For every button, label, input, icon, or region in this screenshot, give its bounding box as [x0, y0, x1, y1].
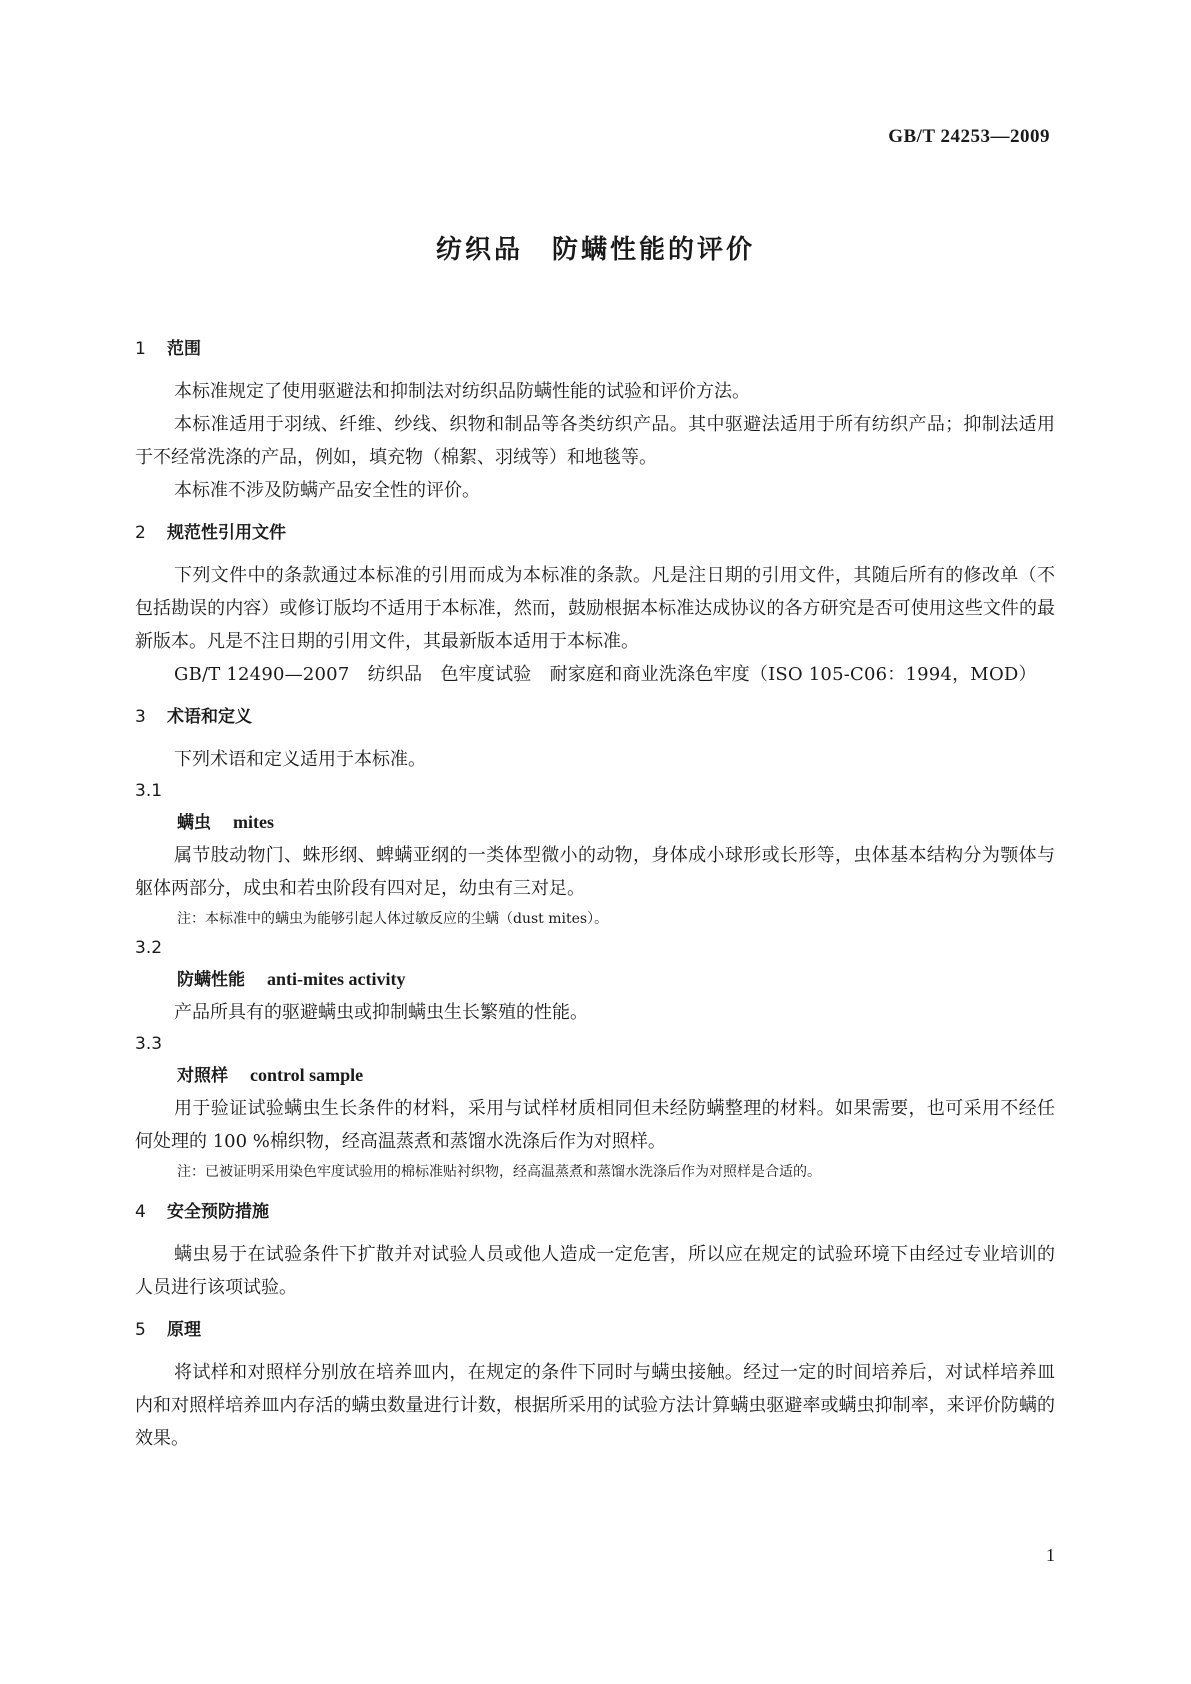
paragraph: 将试样和对照样分别放在培养皿内，在规定的条件下同时与螨虫接触。经过一定的时间培养后，对试样培养皿内和对照样培养皿内存活的螨虫数量进行计数，根据所采用的试验方法计算螨虫驱避率或螨虫抑制率，来评价防螨的效果。 — [135, 1362, 1055, 1449]
section-title: 术语和定义 — [167, 707, 252, 727]
clause-number: 3.2 — [135, 938, 163, 958]
term-name — [135, 806, 1055, 839]
section-title: 规范性引用文件 — [167, 523, 286, 543]
section-principle — [135, 1318, 1055, 1455]
term-entry — [135, 776, 1055, 933]
paragraph: 本标准不涉及防螨产品安全性的评价。 — [174, 480, 480, 501]
term-name — [135, 1059, 1055, 1092]
page-number: 1 — [1046, 1545, 1055, 1565]
section-heading — [135, 705, 1055, 729]
section-terms — [135, 705, 1055, 1186]
section-safety — [135, 1200, 1055, 1304]
section-title: 范围 — [167, 339, 201, 359]
term-chinese: 对照样 — [177, 1066, 228, 1086]
paragraph: 下列文件中的条款通过本标准的引用而成为本标准的条款。凡是注日期的引用文件，其随后所有的修改单（不包括勘误的内容）或修订版均不适用于本标准，然而，鼓励根据本标准达成协议的各方研究是否可使用这些文件的最新版本。凡是不注日期的引用文件，其最新版本适用于本标准。 — [135, 565, 1055, 652]
reference-entry: GB/T 12490—2007 纺织品 色牢度试验 耐家庭和商业洗涤色牢度（ISO 105-C06：1994，MOD） — [174, 664, 1037, 685]
section-heading — [135, 1200, 1055, 1224]
term-english: anti-mites activity — [267, 969, 406, 989]
section-number: 2 — [135, 523, 146, 543]
clause-number: 3.1 — [135, 781, 163, 801]
term-note: 注：已被证明采用染色牢度试验用的棉标准贴衬织物，经高温蒸煮和蒸馏水洗涤后作为对照样是合适的。 — [177, 1164, 821, 1180]
section-heading — [135, 521, 1055, 545]
paragraph: 螨虫易于在试验条件下扩散并对试验人员或他人造成一定危害，所以应在规定的试验环境下由经过专业培训的人员进行该项试验。 — [135, 1244, 1055, 1298]
clause-number: 3.3 — [135, 1034, 163, 1054]
term-definition: 产品所具有的驱避螨虫或抑制螨虫生长繁殖的性能。 — [174, 1002, 588, 1023]
term-english: mites — [233, 812, 274, 832]
paragraph: 下列术语和定义适用于本标准。 — [174, 749, 426, 770]
section-title: 原理 — [167, 1320, 201, 1340]
document-body — [135, 337, 1055, 1469]
term-definition: 用于验证试验螨虫生长条件的材料，采用与试样材质相同但未经防螨整理的材料。如果需要，也可采用不经任何处理的 100 %棉织物，经高温蒸煮和蒸馏水洗涤后作为对照样。 — [135, 1098, 1055, 1152]
term-entry — [135, 933, 1055, 1029]
section-number: 3 — [135, 707, 146, 727]
paragraph: 本标准适用于羽绒、纤维、纱线、织物和制品等各类纺织产品。其中驱避法适用于所有纺织产品；抑制法适用于不经常洗涤的产品，例如，填充物（棉絮、羽绒等）和地毯等。 — [135, 414, 1055, 468]
section-heading — [135, 1318, 1055, 1342]
term-chinese: 螨虫 — [177, 813, 211, 833]
section-number: 5 — [135, 1320, 146, 1340]
term-english: control sample — [250, 1065, 364, 1085]
term-name — [135, 963, 1055, 996]
section-title: 安全预防措施 — [167, 1202, 269, 1222]
section-number: 4 — [135, 1202, 146, 1222]
document-title: 纺织品 防螨性能的评价 — [435, 235, 755, 265]
term-entry — [135, 1029, 1055, 1186]
term-chinese: 防螨性能 — [177, 970, 245, 990]
section-number: 1 — [135, 339, 146, 359]
section-scope — [135, 337, 1055, 507]
section-references — [135, 521, 1055, 691]
paragraph: 本标准规定了使用驱避法和抑制法对纺织品防螨性能的试验和评价方法。 — [174, 381, 750, 402]
term-note: 注：本标准中的螨虫为能够引起人体过敏反应的尘螨（dust mites）。 — [177, 911, 609, 927]
term-definition: 属节肢动物门、蛛形纲、蜱螨亚纲的一类体型微小的动物，身体成小球形或长形等，虫体基本结构分为颚体与躯体两部分，成虫和若虫阶段有四对足，幼虫有三对足。 — [135, 845, 1055, 899]
standard-code: GB/T 24253—2009 — [888, 126, 1050, 147]
section-heading — [135, 337, 1055, 361]
